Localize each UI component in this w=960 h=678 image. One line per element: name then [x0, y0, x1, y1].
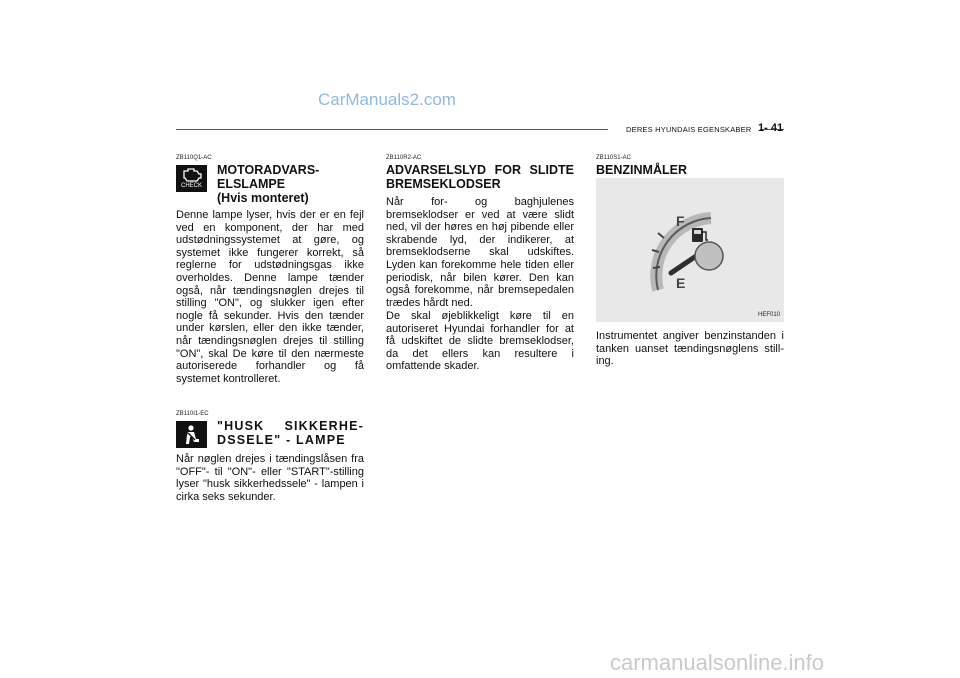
seatbelt-title-line: "HUSK SIKKERHE-	[217, 419, 364, 433]
running-head: DERES HYUNDAIS EGENSKABER	[626, 125, 752, 134]
seatbelt-person-icon	[182, 424, 202, 446]
engine-lamp-body: Denne lampe lyser, hvis der er en fejl ved en komponent, der har med udstødningssystemet at gøre, og systemet ikke fungerer korrekt, så reglerne for udstødningsgas ikke overholdes. Denne lampe tænder også, når tændingsnøglen drejes til stilling "ON", og slukker igen efter nogle få sekunder. Hvis den tænder under kørslen, eller den ikke tænder, når tændingsnøglen drejes til stilling "ON", skal De køre til den nærmeste autoriserede forhandler og få systemet kontrolleret.	[176, 209, 364, 385]
engine-lamp-title-line: (Hvis monteret)	[217, 191, 309, 205]
fuel-gauge-illustration	[596, 178, 784, 322]
engine-lamp-title-line: MOTORADVARS-	[217, 163, 320, 177]
engine-lamp-title	[217, 163, 377, 205]
watermark-bottom[interactable]: carmanualsonline.info	[610, 650, 825, 675]
section-code-seatbelt: ZB110I1-EC	[176, 411, 209, 417]
section-code-brake-pads: ZB110R2-AC	[386, 155, 422, 161]
seatbelt-title	[217, 419, 364, 447]
brake-pads-title-line: BREMSEKLODSER	[386, 177, 501, 191]
section-code-engine-lamp: ZB110Q1-AC	[176, 155, 212, 161]
seatbelt-reminder-icon	[176, 421, 207, 448]
check-engine-icon	[176, 165, 207, 192]
fuel-gauge-title: BENZINMÅLER	[596, 163, 687, 177]
seatbelt-body: Når nøglen drejes i tændingslåsen fra "OFF"- til "ON"- eller "START"-stilling lyser "husk sikkerhedssele" - lampen i cirka seks sekunder.	[176, 453, 364, 503]
brake-pads-para-2: De skal øjeblikkeligt køre til en autoriseret Hyundai forhandler for at få udskiftet de slidte bremseklodser, da det ellers kan resultere i omfattende skader.	[386, 310, 574, 373]
gauge-hub	[695, 242, 723, 270]
fuel-gauge-figure	[596, 178, 784, 322]
seatbelt-title-line: DSSELE" - LAMPE	[217, 433, 346, 447]
section-code-fuel-gauge: ZB110S1-AC	[596, 155, 631, 161]
gauge-empty-label: E	[676, 275, 686, 291]
check-label: CHECK	[180, 183, 202, 189]
header-rule	[176, 129, 608, 130]
brake-pads-title	[386, 163, 574, 191]
brake-pads-para-1: Når for- og baghjulenes bremseklodser er ved at være slidt ned, vil der høres en høj pibende eller skrabende lyd, der indikerer, at bremseklodserne skal udskiftes. Lyden kan forekomme hele tiden eller periodisk, når bilen kører. Den kan også forekomme, når bremsepedalen trædes hårdt ned.	[386, 196, 574, 309]
fuel-pump-icon	[692, 228, 708, 242]
brake-pads-title-line: ADVARSELSLYD FOR SLIDTE	[386, 163, 574, 177]
fuel-gauge-body: Instrumentet angiver benzinstanden i tanken uanset tændingsnøglens still-ing.	[596, 330, 784, 368]
gauge-full-label: F	[676, 213, 685, 229]
figure-code: HEF010	[757, 312, 780, 318]
engine-icon	[181, 168, 203, 182]
engine-lamp-title-line: ELSLAMPE	[217, 177, 286, 191]
watermark-top[interactable]: CarManuals2.com	[318, 90, 456, 109]
page-number: 1- 41	[758, 122, 784, 134]
